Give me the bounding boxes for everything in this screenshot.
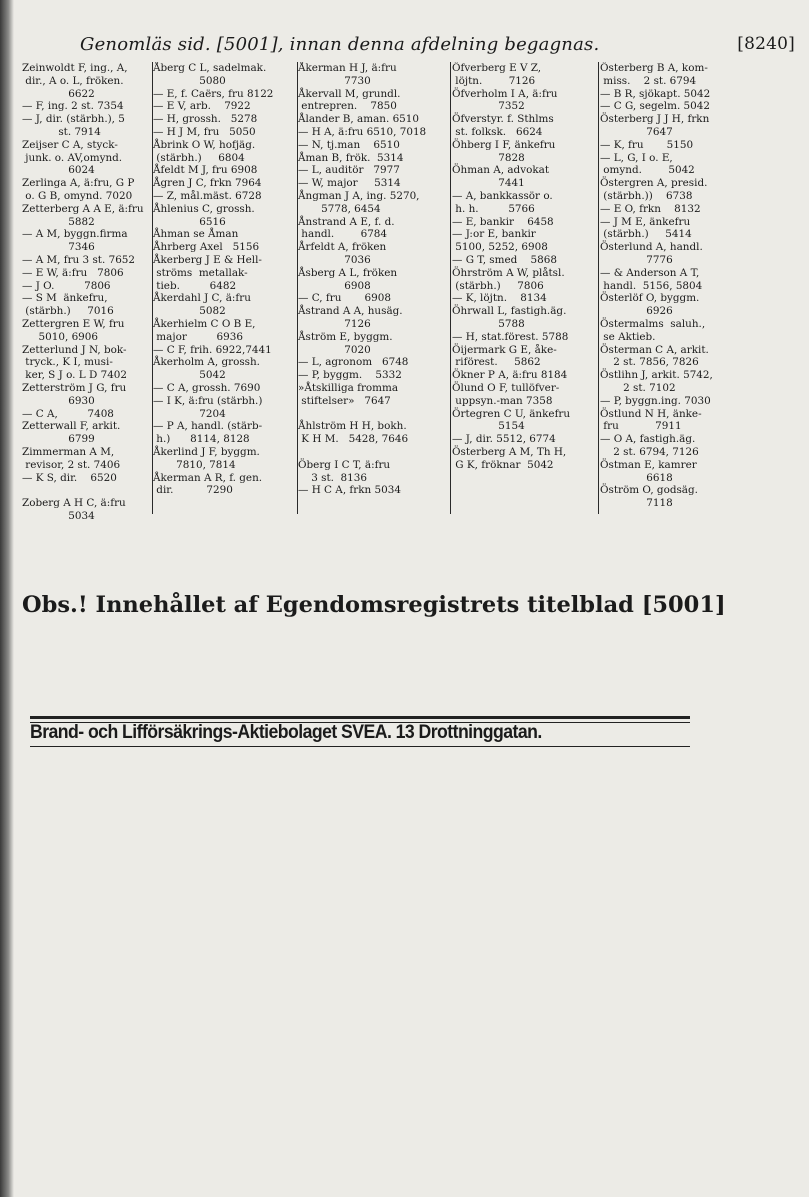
directory-entry-line: Öhberg I F, änkefru bbox=[452, 138, 556, 151]
directory-entry-line: Åkerdahl J C, ä:fru bbox=[153, 292, 251, 305]
directory-entry-line: Zetterlund J N, bok- bbox=[22, 343, 127, 356]
directory-entry-line: — G T, smed 5868 bbox=[452, 253, 557, 266]
directory-entry-line: Zerlinga A, ä:fru, G P bbox=[22, 177, 135, 190]
directory-entry-line: — W, major 5314 bbox=[298, 177, 401, 190]
directory-entry-line: fru 7911 bbox=[600, 420, 682, 433]
directory-entry-line: 5034 bbox=[22, 509, 95, 522]
directory-entry-line: — J M E, änkefru bbox=[600, 215, 691, 228]
directory-entry-line: Åkerman H J, ä:fru bbox=[298, 62, 397, 74]
directory-entry-line: handl. 6784 bbox=[298, 228, 388, 241]
directory-entry-line: — S M änkefru, bbox=[22, 292, 108, 305]
directory-entry-line: Åkerman A R, f. gen. bbox=[153, 471, 263, 484]
directory-entry-line: — L, G, I o. E, bbox=[600, 151, 673, 164]
directory-entry-line: Åsberg A L, fröken bbox=[298, 266, 398, 279]
directory-entry-line: Österman C A, arkit. bbox=[600, 343, 709, 356]
directory-entry-line: ströms metallak- bbox=[153, 266, 248, 279]
directory-entry-line: — B R, sjökapt. 5042 bbox=[600, 87, 711, 100]
directory-entry-line: (stärbh.) 7016 bbox=[22, 305, 114, 318]
directory-entry-line: 5080 bbox=[153, 74, 226, 87]
directory-entry-line: Åman B, frök. 5314 bbox=[298, 151, 404, 164]
directory-entry-line: — P, byggn.ing. 7030 bbox=[600, 394, 711, 407]
directory-entry-line: — K, fru 5150 bbox=[600, 138, 694, 151]
directory-entry-line: 6930 bbox=[22, 394, 95, 407]
directory-entry-line: 7828 bbox=[452, 151, 525, 164]
directory-entry-line: junk. o. AV,omynd. bbox=[22, 151, 123, 164]
directory-entry-line: — Z, mål.mäst. 6728 bbox=[153, 189, 262, 202]
directory-entry-line: löjtn. 7126 bbox=[452, 74, 536, 87]
directory-entry-line: Örtegren C U, änkefru bbox=[452, 407, 571, 420]
directory-entry-line: — E, f. Caërs, fru 8122 bbox=[153, 87, 274, 100]
directory-entry-line: 5788 bbox=[452, 317, 525, 330]
directory-entry-line: — E V, arb. 7922 bbox=[153, 100, 251, 113]
directory-entry-line: — C G, segelm. 5042 bbox=[600, 100, 710, 113]
directory-entry-line: — H, stat.förest. 5788 bbox=[452, 330, 569, 343]
directory-entry-line: — H C A, frkn 5034 bbox=[298, 484, 401, 497]
directory-entry-line: tryck., K I, musi- bbox=[22, 356, 113, 369]
directory-entry-line: — H A, ä:fru 6510, 7018 bbox=[298, 125, 427, 138]
directory-column-2 bbox=[153, 62, 298, 532]
directory-entry-line: Zoberg A H C, ä:fru bbox=[22, 497, 126, 510]
directory-entry-line: 7204 bbox=[153, 407, 226, 420]
directory-entry-line: 7647 bbox=[600, 125, 673, 138]
directory-entry-line: Åhlenius C, grossh. bbox=[153, 202, 255, 215]
directory-entry-line: omynd. 5042 bbox=[600, 164, 695, 177]
directory-entry-line: Åkerhielm C O B E, bbox=[153, 317, 256, 330]
advert-banner: Brand- och Lifförsäkrings-Aktiebolaget SVEA. 13 Drottninggatan. bbox=[30, 722, 542, 743]
directory-entry-line: Ölund O F, tullöfver- bbox=[452, 381, 560, 394]
directory-entry-line bbox=[298, 408, 450, 421]
directory-entry-line: Åfeldt M J, fru 6908 bbox=[153, 164, 258, 177]
directory-entry-line: K H M. 5428, 7646 bbox=[298, 433, 409, 446]
directory-entry-line bbox=[298, 446, 450, 459]
directory-entry-line: — P A, handl. (stärb- bbox=[153, 420, 263, 433]
directory-entry-line: dir., A o. L, fröken. bbox=[22, 74, 124, 87]
directory-entry-line: 7441 bbox=[452, 177, 525, 190]
directory-entry-line: Östman E, kamrer bbox=[600, 458, 697, 471]
directory-entry-line: Zetterberg A A E, ä:fru bbox=[22, 202, 144, 215]
directory-entry-line: 7118 bbox=[600, 497, 673, 510]
directory-entry-line: — K, löjtn. 8134 bbox=[452, 292, 547, 305]
directory-entry-line: miss. 2 st. 6794 bbox=[600, 74, 697, 87]
directory-entry-line: Åstrand A A, husäg. bbox=[298, 305, 403, 318]
directory-entry-line: Öijermark G E, åke- bbox=[452, 343, 557, 356]
directory-entry-line: h. h. 5766 bbox=[452, 202, 535, 215]
directory-entry-line: ker, S J o. L D 7402 bbox=[22, 369, 128, 382]
directory-entry-line: Åberg C L, sadelmak. bbox=[153, 62, 267, 74]
directory-entry-line: stiftelser» 7647 bbox=[298, 394, 391, 407]
directory-entry-line: uppsyn.-man 7358 bbox=[452, 394, 553, 407]
directory-entry-line: — P, byggm. 5332 bbox=[298, 369, 402, 382]
directory-entry-line: — L, agronom 6748 bbox=[298, 356, 409, 369]
directory-entry-line: Åström E, byggm. bbox=[298, 330, 393, 343]
directory-entry-line: entrepren. 7850 bbox=[298, 100, 397, 113]
directory-entry-line: — N, tj.man 6510 bbox=[298, 138, 400, 151]
directory-entry-line: 7776 bbox=[600, 253, 673, 266]
directory-entry-line: h.) 8114, 8128 bbox=[153, 433, 250, 446]
directory-entry-line: 2 st. 7856, 7826 bbox=[600, 356, 699, 369]
directory-entry-line: 7020 bbox=[298, 343, 371, 356]
directory-entry-line: — H, grossh. 5278 bbox=[153, 113, 258, 126]
directory-entry-line: 7036 bbox=[298, 253, 371, 266]
directory-entry-line: Zeijser C A, styck- bbox=[22, 138, 118, 151]
directory-entry-line: — K S, dir. 6520 bbox=[22, 471, 117, 484]
directory-entry-line: Öhman A, advokat bbox=[452, 164, 550, 177]
directory-entry-line: Österlund A, handl. bbox=[600, 241, 703, 254]
directory-entry-line: — A M, byggn.firma bbox=[22, 228, 128, 241]
directory-entry-line: Östergren A, presid. bbox=[600, 177, 708, 190]
directory-entry-line: 7126 bbox=[298, 317, 371, 330]
directory-entry-line: 7730 bbox=[298, 74, 371, 87]
directory-entry-line: 2 st. 6794, 7126 bbox=[600, 445, 699, 458]
directory-entry-line: 6618 bbox=[600, 471, 673, 484]
directory-entry-line: Östlihn J, arkit. 5742, bbox=[600, 369, 713, 382]
directory-entry-line: Öberg I C T, ä:fru bbox=[298, 458, 391, 471]
advert-rule-top bbox=[30, 716, 690, 719]
directory-entry-line: 6622 bbox=[22, 87, 95, 100]
directory-entry-line: Öström O, godsäg. bbox=[600, 484, 698, 497]
notice-line: Obs.! Innehållet af Egendomsregistrets titelblad [5001] bbox=[22, 592, 726, 618]
directory-entry-line: Ångman J A, ing. 5270, bbox=[298, 189, 420, 202]
directory-entry-line: Zeinwoldt F, ing., A, bbox=[22, 62, 128, 74]
directory-entry-line: 2 st. 7102 bbox=[600, 381, 676, 394]
directory-columns bbox=[22, 62, 797, 532]
directory-entry-line: st. folksk. 6624 bbox=[452, 125, 543, 138]
directory-entry-line: Zetterwall F, arkit. bbox=[22, 420, 121, 433]
directory-entry-line: — A M, fru 3 st. 7652 bbox=[22, 253, 136, 266]
directory-entry-line: Öfverholm I A, ä:fru bbox=[452, 87, 558, 100]
directory-entry-line: — E W, ä:fru 7806 bbox=[22, 266, 124, 279]
directory-entry-line: — C A, 7408 bbox=[22, 407, 114, 420]
directory-entry-line: 6926 bbox=[600, 305, 673, 318]
directory-entry-line: G K, fröknar 5042 bbox=[452, 458, 554, 471]
directory-entry-line: Åkerlind J F, byggm. bbox=[153, 445, 260, 458]
directory-entry-line: tieb. 6482 bbox=[153, 279, 237, 292]
directory-entry-line: o. G B, omynd. 7020 bbox=[22, 189, 133, 202]
directory-entry-line: Ågren J C, frkn 7964 bbox=[153, 177, 262, 190]
directory-entry-line: Östermalms saluh., bbox=[600, 317, 706, 330]
directory-entry-line: Österberg J J H, frkn bbox=[600, 113, 710, 126]
directory-entry-line: — C, fru 6908 bbox=[298, 292, 391, 305]
directory-entry-line: — C F, frih. 6922,7441 bbox=[153, 343, 272, 356]
directory-entry-line: se Aktieb. bbox=[600, 330, 656, 343]
directory-entry-line: 6799 bbox=[22, 433, 95, 446]
directory-entry-line: — H J M, fru 5050 bbox=[153, 125, 256, 138]
directory-entry-line: 6516 bbox=[153, 215, 226, 228]
directory-entry-line: st. 7914 bbox=[22, 125, 101, 138]
directory-entry-line: — O A, fastigh.äg. bbox=[600, 433, 696, 446]
directory-entry-line: — A, bankkassör o. bbox=[452, 189, 553, 202]
directory-entry-line: Öhrwall L, fastigh.äg. bbox=[452, 305, 567, 318]
directory-entry-line: Zetterström J G, fru bbox=[22, 381, 127, 394]
directory-column-5 bbox=[600, 62, 744, 532]
directory-entry-line: Åhman se Åman bbox=[153, 228, 239, 241]
directory-entry-line: »Åtskilliga fromma bbox=[298, 381, 399, 394]
directory-entry-line: 7346 bbox=[22, 241, 95, 254]
directory-column-1 bbox=[22, 62, 152, 532]
page-number: [8240] bbox=[737, 34, 795, 54]
directory-entry-line: 5154 bbox=[452, 420, 525, 433]
directory-entry-line: — C A, grossh. 7690 bbox=[153, 381, 261, 394]
directory-entry-line: 7810, 7814 bbox=[153, 458, 236, 471]
directory-entry-line: 6024 bbox=[22, 164, 95, 177]
directory-entry-line: 5100, 5252, 6908 bbox=[452, 241, 548, 254]
directory-entry-line: Öhrström A W, plåtsl. bbox=[452, 266, 565, 279]
directory-entry-line: 5882 bbox=[22, 215, 95, 228]
directory-entry-line: — I K, ä:fru (stärbh.) bbox=[153, 394, 263, 407]
directory-entry-line: — J O. 7806 bbox=[22, 279, 111, 292]
directory-entry-line: — F, ing. 2 st. 7354 bbox=[22, 100, 124, 113]
directory-entry-line: 3 st. 8136 bbox=[298, 471, 367, 484]
directory-entry-line: 5010, 6906 bbox=[22, 330, 99, 343]
directory-entry-line: — J, dir. 5512, 6774 bbox=[452, 433, 556, 446]
directory-entry-line: 5082 bbox=[153, 305, 226, 318]
directory-entry-line: Ålander B, aman. 6510 bbox=[298, 113, 420, 126]
directory-column-3 bbox=[298, 62, 450, 532]
directory-entry-line: riförest. 5862 bbox=[452, 356, 541, 369]
directory-entry-line: Åbrink O W, hofjäg. bbox=[153, 138, 256, 151]
directory-entry-line bbox=[22, 484, 152, 497]
directory-entry-line: (stärbh.) 5414 bbox=[600, 228, 692, 241]
directory-entry-line: (stärbh.) 7806 bbox=[452, 279, 544, 292]
directory-entry-line: — E O, frkn 8132 bbox=[600, 202, 701, 215]
directory-entry-line: Österlöf O, byggm. bbox=[600, 292, 700, 305]
directory-entry-line: Årfeldt A, fröken bbox=[298, 241, 387, 254]
directory-entry-line: dir. 7290 bbox=[153, 484, 233, 497]
directory-entry-line: 6908 bbox=[298, 279, 371, 292]
directory-entry-line: revisor, 2 st. 7406 bbox=[22, 458, 121, 471]
directory-entry-line: Åkerholm A, grossh. bbox=[153, 356, 260, 369]
directory-entry-line: Åkerberg J E & Hell- bbox=[153, 253, 262, 266]
directory-entry-line: 7352 bbox=[452, 100, 525, 113]
directory-entry-line: Åhrberg Axel 5156 bbox=[153, 241, 260, 254]
directory-entry-line: 5778, 6454 bbox=[298, 202, 381, 215]
binding-edge bbox=[0, 0, 14, 1197]
directory-entry-line: Östlund N H, änke- bbox=[600, 407, 702, 420]
directory-entry-line: — & Anderson A T, bbox=[600, 266, 700, 279]
directory-entry-line: — J:or E, bankir bbox=[452, 228, 536, 241]
directory-entry-line: Zettergren E W, fru bbox=[22, 317, 125, 330]
directory-entry-line: Öfverstyr. f. Sthlms bbox=[452, 113, 554, 126]
advert-rule-bottom bbox=[30, 746, 690, 747]
directory-entry-line: Zimmerman A M, bbox=[22, 445, 115, 458]
directory-entry-line: major 6936 bbox=[153, 330, 243, 343]
header-title: Genomläs sid. [5001], innan denna afdelning begagnas. bbox=[80, 34, 600, 55]
directory-entry-line: 5042 bbox=[153, 369, 226, 382]
directory-entry-line: — L, auditör 7977 bbox=[298, 164, 400, 177]
page-header bbox=[80, 28, 795, 58]
directory-entry-line: Ökner P A, ä:fru 8184 bbox=[452, 369, 568, 382]
directory-entry-line: Öfverberg E V Z, bbox=[452, 62, 542, 74]
directory-column-4 bbox=[452, 62, 598, 532]
directory-entry-line: Åhlström H H, bokh. bbox=[298, 420, 407, 433]
directory-entry-line: Österberg A M, Th H, bbox=[452, 445, 567, 458]
directory-entry-line: — J, dir. (stärbh.), 5 bbox=[22, 113, 125, 126]
directory-entry-line: Ånstrand A E, f. d. bbox=[298, 215, 395, 228]
directory-entry-line: handl. 5156, 5804 bbox=[600, 279, 703, 292]
directory-entry-line: Åkervall M, grundl. bbox=[298, 87, 401, 100]
directory-entry-line: (stärbh.)) 6738 bbox=[600, 189, 693, 202]
directory-entry-line: Österberg B A, kom- bbox=[600, 62, 708, 74]
directory-entry-line: — E, bankir 6458 bbox=[452, 215, 554, 228]
directory-entry-line: (stärbh.) 6804 bbox=[153, 151, 245, 164]
